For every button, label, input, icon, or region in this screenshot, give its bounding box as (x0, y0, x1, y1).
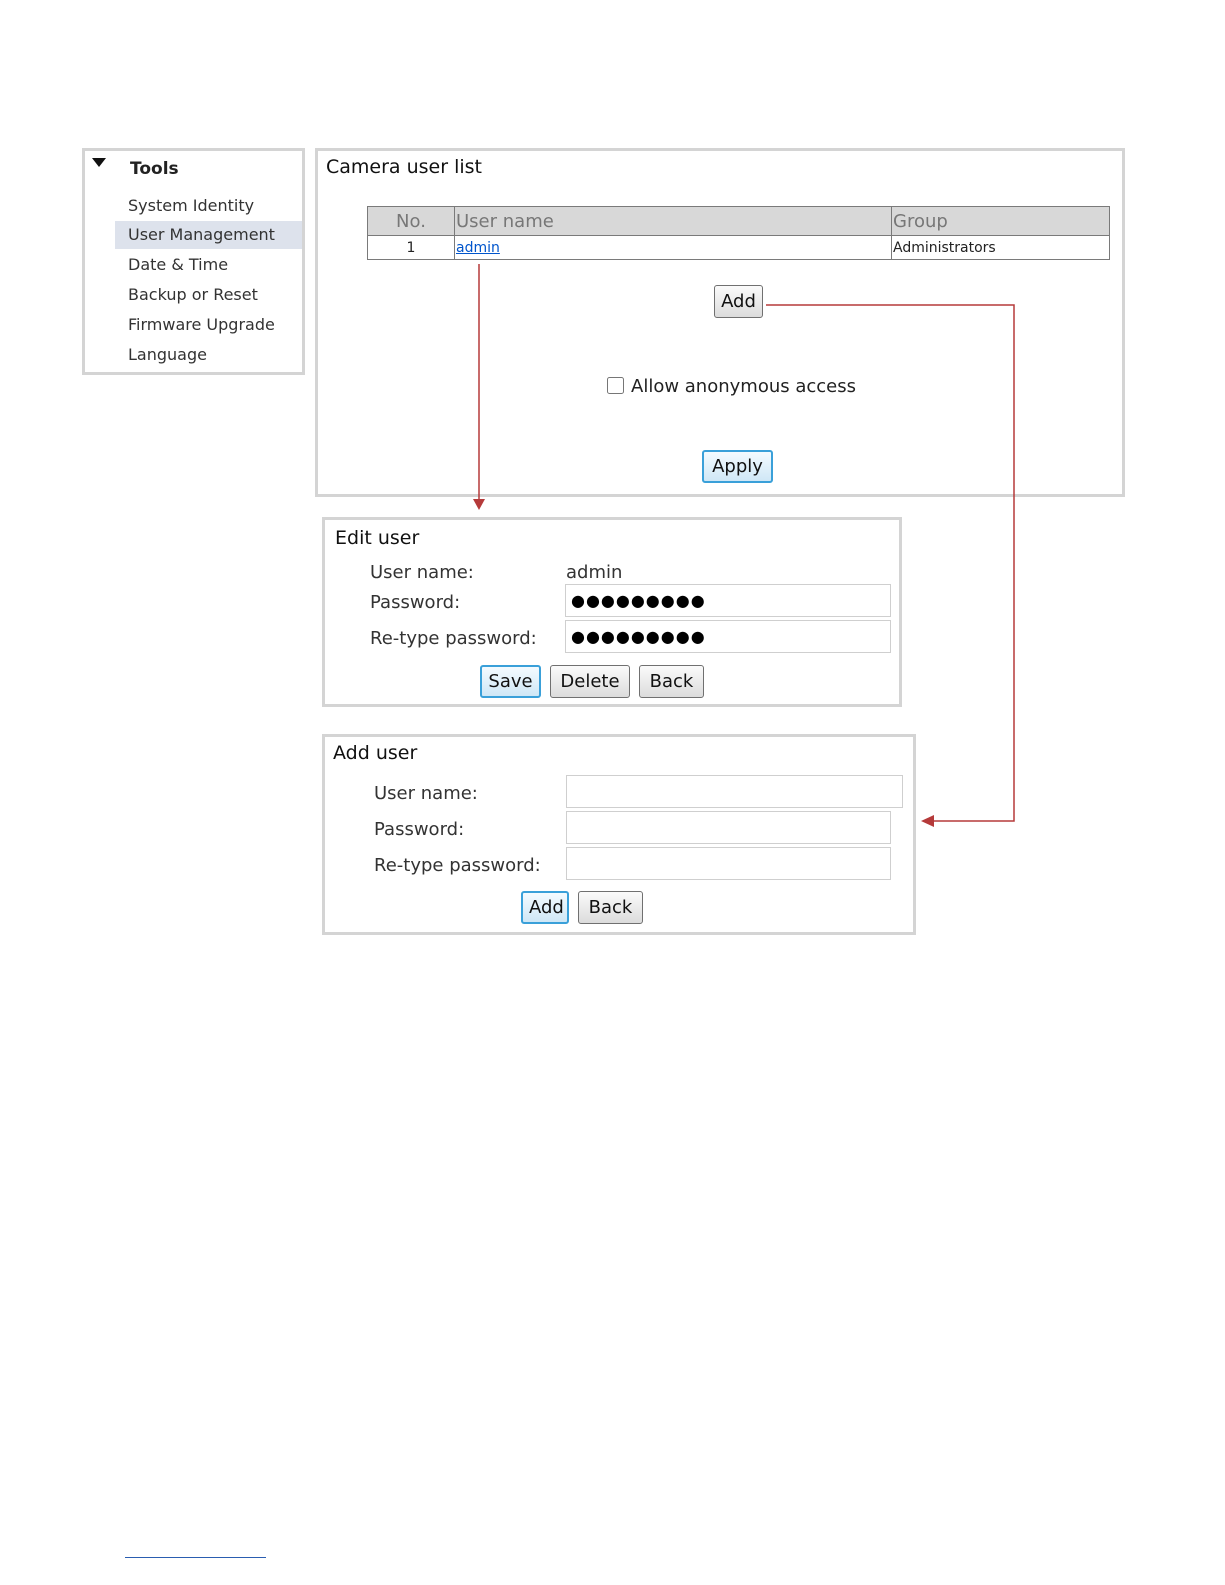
user-name-link[interactable]: admin (456, 239, 500, 256)
panel-title: Camera user list (326, 156, 482, 178)
column-header-no: No. (368, 207, 455, 236)
row-no: 1 (368, 236, 455, 260)
user-name-value: admin (566, 562, 623, 583)
panel-title: Add user (333, 742, 418, 764)
column-header-group: Group (892, 207, 1110, 236)
password-field[interactable] (565, 584, 891, 617)
apply-button[interactable]: Apply (702, 450, 773, 483)
save-button[interactable]: Save (480, 665, 541, 698)
column-header-user-name: User name (455, 207, 892, 236)
password-input[interactable] (566, 811, 891, 844)
add-user-button[interactable]: Add (714, 285, 763, 318)
table-row (368, 236, 1110, 260)
retype-password-input[interactable] (566, 847, 891, 880)
tools-sidebar (82, 148, 305, 375)
sidebar-title: Tools (130, 159, 179, 179)
sidebar-item-user-management[interactable]: User Management (115, 221, 302, 249)
user-name-input[interactable] (566, 775, 903, 808)
anonymous-access-checkbox[interactable] (607, 377, 624, 394)
back-button[interactable]: Back (578, 891, 643, 924)
retype-password-label: Re-type password: (374, 855, 541, 876)
retype-password-label: Re-type password: (370, 628, 537, 649)
user-name-label: User name: (370, 562, 474, 583)
edit-connector-arrowhead-icon (473, 499, 485, 510)
sidebar-item-language[interactable]: Language (128, 345, 207, 364)
anonymous-access-label[interactable]: Allow anonymous access (631, 376, 856, 397)
camera-user-list-panel (315, 148, 1125, 497)
edit-user-panel (322, 517, 902, 707)
sidebar-item-system-identity[interactable]: System Identity (128, 196, 255, 215)
add-connector-arrowhead-icon (921, 815, 934, 827)
retype-password-field[interactable] (565, 620, 891, 653)
collapse-triangle-icon[interactable] (92, 158, 106, 167)
sidebar-item-date-time[interactable]: Date & Time (128, 255, 229, 274)
add-user-panel (322, 734, 916, 935)
row-group: Administrators (892, 236, 1110, 260)
user-table (367, 206, 1110, 260)
sidebar-item-firmware-upgrade[interactable]: Firmware Upgrade (128, 315, 275, 334)
password-mask: ●●●●●●●●● (571, 591, 706, 610)
add-button[interactable]: Add (521, 891, 569, 924)
table-header-row (368, 207, 1110, 236)
back-button[interactable]: Back (639, 665, 704, 698)
password-label: Password: (370, 592, 461, 613)
delete-button[interactable]: Delete (550, 665, 630, 698)
user-name-label: User name: (374, 783, 478, 804)
panel-title: Edit user (335, 527, 420, 549)
password-label: Password: (374, 819, 465, 840)
sidebar-item-backup-reset[interactable]: Backup or Reset (128, 285, 258, 304)
retype-password-mask: ●●●●●●●●● (571, 627, 706, 646)
row-user-name-cell (455, 236, 892, 260)
footer-rule (125, 1557, 266, 1558)
